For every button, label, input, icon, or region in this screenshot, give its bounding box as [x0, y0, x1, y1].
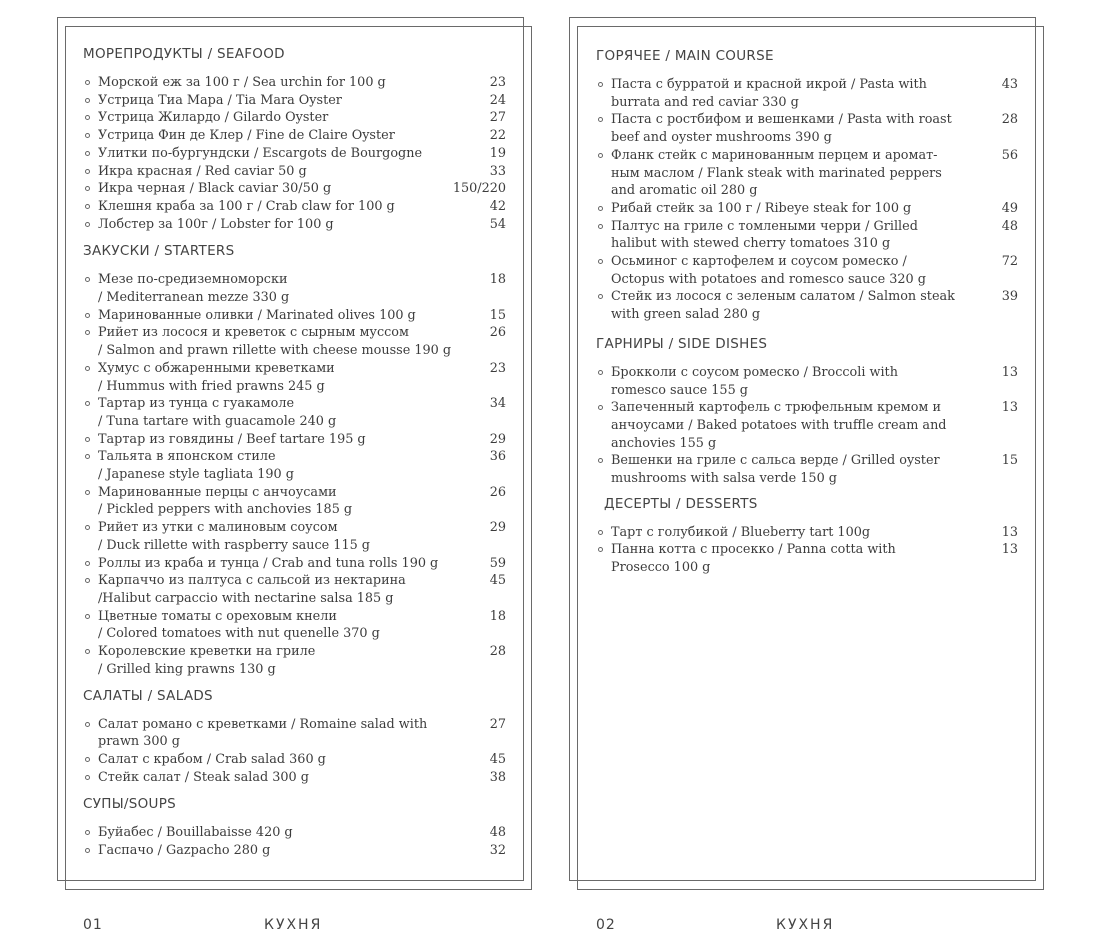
menu-item [83, 769, 506, 787]
menu-item-price: 18 [489, 608, 506, 624]
menu-item-price: 26 [489, 484, 506, 500]
menu-item-name: Маринованные оливки / Marinated olives 100 g [98, 307, 416, 323]
menu-item-price: 48 [1001, 218, 1018, 234]
menu-item [83, 307, 506, 325]
menu-item-price: 13 [1001, 542, 1018, 558]
menu-item-name: Брокколи с соусом ромеско / Broccoli with romesco sauce 155 g [611, 364, 898, 398]
menu-item-price: 13 [1001, 400, 1018, 416]
menu-item-name: Гаспачо / Gazpacho 280 g [98, 843, 271, 859]
menu-item-name: Улитки по-бургундски / Escargots de Bourgogne [98, 145, 423, 161]
menu-item [83, 216, 506, 234]
menu-item [83, 180, 506, 198]
menu-item-price: 18 [489, 272, 506, 288]
menu-item [596, 200, 1018, 218]
menu-item-name: Устрица Фин де Клер / Fine de Claire Oyster [98, 128, 395, 144]
menu-item-price: 13 [1001, 364, 1018, 380]
menu-items-list [83, 824, 506, 859]
menu-items-list [596, 364, 1018, 488]
menu-item [83, 198, 506, 216]
menu-item [83, 842, 506, 860]
menu-section [83, 46, 506, 233]
menu-item-price: 33 [489, 163, 506, 179]
menu-item-name: Панна котта с просекко / Panna cotta with Prosecco 100 g [611, 542, 896, 576]
left-page-number: 01 [83, 917, 103, 933]
menu-item-name: Вешенки на гриле с сальса верде / Grilled oyster mushrooms with salsa verde 150 g [611, 453, 940, 487]
menu-item-price: 13 [1001, 524, 1018, 540]
menu-item [83, 360, 506, 395]
menu-item-name: Буйабес / Bouillabaisse 420 g [98, 825, 293, 841]
menu-item-name: Фланк стейк с маринованным перцем и аромат- ным маслом / Flank steak with marinated peppers and aromatic oil 280 g [611, 147, 942, 199]
section-title: ГАРНИРЫ / SIDE DISHES [596, 335, 768, 352]
menu-item-price: 49 [1001, 200, 1018, 216]
menu-item [596, 452, 1018, 487]
menu-item-price: 26 [489, 325, 506, 341]
menu-items-list [83, 271, 506, 678]
menu-item [83, 824, 506, 842]
menu-item-price: 28 [1001, 112, 1018, 128]
menu-item-name: Королевские креветки на гриле / Grilled king prawns 130 g [98, 644, 316, 677]
menu-item-price: 32 [489, 843, 506, 859]
menu-item-name: Тартар из говядины / Beef tartare 195 g [98, 431, 366, 447]
menu-item [596, 76, 1018, 111]
menu-item-price: 27 [489, 716, 506, 732]
menu-item [83, 484, 506, 519]
menu-item-name: Карпаччо из палтуса с сальсой из нектарина /Halibut carpaccio with nectarine salsa 185 g [98, 573, 406, 606]
menu-item [596, 399, 1018, 452]
menu-section [83, 796, 506, 859]
menu-item [83, 448, 506, 483]
menu-item-price: 45 [489, 573, 506, 589]
menu-items-list [83, 74, 506, 233]
menu-item-name: Паста с бурратой и красной икрой / Pasta with burrata and red caviar 330 g [611, 77, 927, 110]
menu-item-price: 59 [489, 555, 506, 571]
menu-item-price: 54 [489, 216, 506, 232]
menu-item-price: 23 [489, 75, 506, 90]
menu-item-price: 56 [1001, 147, 1018, 163]
section-title: ГОРЯЧЕЕ / MAIN COURSE [596, 48, 774, 64]
menu-item-name: Стейк из лосося с зеленым салатом / Salmon steak with green salad 280 g [611, 289, 955, 323]
menu-item [596, 253, 1018, 288]
menu-item-price: 150/220 [452, 181, 506, 197]
menu-items-list [596, 524, 1018, 577]
menu-item-name: Стейк салат / Steak salad 300 g [98, 769, 309, 785]
menu-item-name: Салат романо с креветками / Romaine salad with prawn 300 g [98, 716, 428, 750]
menu-item-name: Запеченный картофель с трюфельным кремом и анчоусами / Baked potatoes with truffle cream and anchovies 155 g [611, 400, 947, 451]
left-page-menu [83, 46, 506, 860]
menu-item [83, 163, 506, 181]
menu-item-price: 72 [1001, 254, 1018, 270]
menu-item-name: Осьминог с картофелем и соусом ромеско / Octopus with potatoes and romesco sauce 320 g [611, 254, 926, 287]
menu-item-name: Икра черная / Black caviar 30/50 g [98, 181, 332, 197]
menu-item [83, 145, 506, 163]
menu-item-name: Устрица Жилардо / Gilardo Oyster [98, 110, 329, 126]
menu-section [596, 496, 1018, 577]
menu-item-price: 38 [489, 769, 506, 785]
menu-item-price: 45 [489, 751, 506, 767]
menu-item-name: Клешня краба за 100 г / Crab claw for 100 g [98, 198, 395, 214]
menu-item-name: Тальята в японском стиле / Japanese style tagliata 190 g [98, 449, 294, 483]
menu-item-name: Тартар из тунца с гуакамоле / Tuna tartare with guacamole 240 g [98, 396, 337, 429]
menu-item-name: Рийет из утки с малиновым соусом / Duck rillette with raspberry sauce 115 g [98, 520, 370, 553]
menu-item [596, 524, 1018, 542]
menu-item-name: Паста с ростбифом и вешенками / Pasta with roast beef and oyster mushrooms 390 g [611, 112, 952, 146]
menu-item [83, 519, 506, 554]
menu-item-price: 15 [1001, 453, 1018, 469]
menu-section [596, 48, 1018, 324]
menu-item-price: 29 [489, 431, 506, 447]
menu-item-name: Салат с крабом / Crab salad 360 g [98, 751, 326, 767]
menu-item-name: Хумус с обжаренными креветками / Hummus with fried prawns 245 g [98, 360, 335, 394]
menu-item-price: 29 [489, 520, 506, 536]
menu-item-name: Маринованные перцы с анчоусами / Pickled peppers with anchovies 185 g [98, 484, 353, 518]
menu-item [83, 395, 506, 430]
menu-item-name: Тарт с голубикой / Blueberry tart 100g [611, 524, 871, 540]
menu-item-price: 43 [1001, 77, 1018, 92]
menu-item-name: Палтус на гриле с томлеными черри / Grilled halibut with stewed cherry tomatoes 310 g [611, 218, 918, 252]
menu-item-price: 48 [489, 825, 506, 841]
section-title: МОРЕПРОДУКТЫ / SEAFOOD [83, 46, 285, 62]
menu-item [83, 751, 506, 769]
menu-item [83, 716, 506, 751]
menu-item [83, 608, 506, 643]
menu-item-price: 42 [489, 198, 506, 214]
section-title: СУПЫ/SOUPS [83, 796, 177, 813]
menu-item-price: 22 [489, 128, 506, 144]
menu-item-name: Морской еж за 100 г / Sea urchin for 100 g [98, 75, 386, 90]
menu-item-name: Рийет из лосося и креветок с сырным муссом / Salmon and prawn rillette with cheese mousse 190 g [98, 325, 452, 359]
menu-item-price: 36 [489, 449, 506, 465]
menu-item [83, 643, 506, 678]
right-page-number: 02 [596, 917, 616, 933]
menu-item-price: 19 [489, 145, 506, 161]
menu-item [596, 111, 1018, 146]
menu-items-list [83, 716, 506, 787]
menu-item [83, 92, 506, 110]
menu-section [83, 243, 506, 678]
menu-item [83, 572, 506, 607]
menu-section [83, 688, 506, 787]
menu-item [83, 271, 506, 306]
menu-item-name: Роллы из краба и тунца / Crab and tuna rolls 190 g [98, 555, 439, 571]
menu-item-name: Мезе по-средиземноморски / Mediterranean mezze 330 g [98, 272, 290, 306]
menu-item [83, 127, 506, 145]
menu-item-name: Лобстер за 100г / Lobster for 100 g [98, 216, 334, 232]
menu-item [83, 109, 506, 127]
menu-item-price: 23 [489, 360, 506, 376]
section-title: ДЕСЕРТЫ / DESSERTS [604, 495, 758, 512]
menu-item-name: Цветные томаты с ореховым кнели / Colored tomatoes with nut quenelle 370 g [98, 608, 380, 642]
menu-item-price: 28 [489, 644, 506, 660]
menu-item-price: 34 [489, 396, 506, 412]
left-page-label: КУХНЯ [264, 917, 323, 933]
menu-item-name: Устрица Тиа Мара / Tia Mara Oyster [98, 92, 342, 108]
menu-item [596, 364, 1018, 399]
menu-item [83, 324, 506, 359]
menu-item [596, 288, 1018, 323]
menu-item [596, 541, 1018, 576]
menu-item-name: Икра красная / Red caviar 50 g [98, 163, 307, 179]
right-page-menu [596, 48, 1018, 577]
menu-item-price: 39 [1001, 289, 1018, 305]
menu-item [596, 147, 1018, 200]
menu-item-name: Рибай стейк за 100 г / Ribeye steak for 100 g [611, 200, 912, 216]
menu-item [596, 218, 1018, 253]
menu-items-list [596, 76, 1018, 324]
menu-item-price: 15 [489, 307, 506, 323]
menu-item-price: 27 [489, 110, 506, 126]
menu-section [596, 336, 1018, 488]
menu-item [83, 74, 506, 92]
right-page-label: КУХНЯ [776, 917, 835, 933]
menu-item-price: 24 [489, 92, 506, 108]
menu-item [83, 431, 506, 449]
section-title: САЛАТЫ / SALADS [83, 687, 213, 704]
section-title: ЗАКУСКИ / STARTERS [83, 243, 235, 260]
menu-item [83, 555, 506, 573]
